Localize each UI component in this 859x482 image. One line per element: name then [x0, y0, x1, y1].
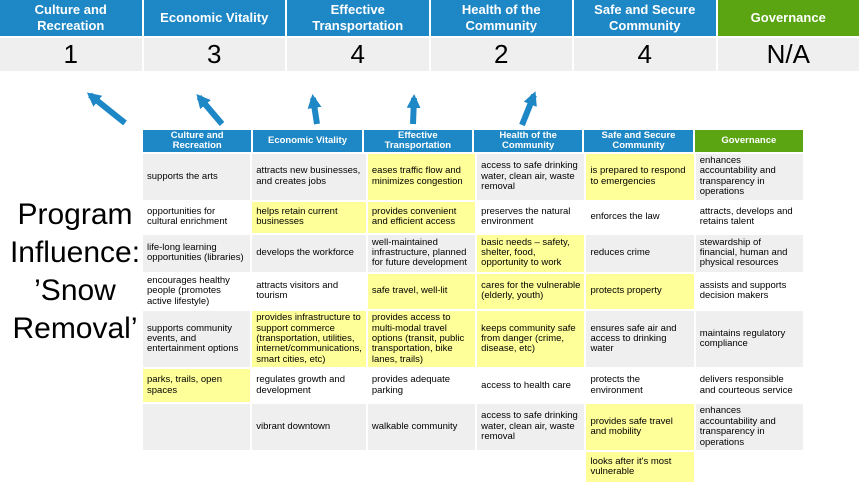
matrix-column-header: Safe and Secure Community	[584, 130, 692, 152]
influence-matrix	[143, 130, 803, 482]
matrix-header-row	[143, 130, 803, 152]
arrow-up-icon	[90, 95, 125, 123]
matrix-column-header: Culture and Recreation	[143, 130, 251, 152]
matrix-column-header: Health of the Community	[474, 130, 582, 152]
matrix-cell: attracts visitors and tourism	[252, 274, 366, 309]
matrix-cell: encourages healthy people (promotes active lifestyle)	[143, 274, 250, 309]
matrix-cell: basic needs – safety, shelter, food, opportunity to work	[477, 235, 584, 272]
score-banner	[0, 0, 859, 71]
banner-header-governance: Governance	[718, 0, 859, 36]
program-influence-title: Program Influence: ’Snow Removal’	[0, 196, 150, 348]
matrix-cell: delivers responsible and courteous service	[696, 369, 803, 402]
matrix-cell: attracts new businesses, and creates jobs	[252, 154, 366, 200]
matrix-cell: supports community events, and entertainment options	[143, 311, 250, 367]
matrix-cell: provides infrastructure to support commerce (transportation, utilities, internet/communications, smart cities, etc)	[252, 311, 366, 367]
matrix-cell: assists and supports decision makers	[696, 274, 803, 309]
matrix-cell: walkable community	[368, 404, 475, 450]
matrix-cell: provides convenient and efficient access	[368, 202, 475, 233]
banner-header-effective-transportation: Effective Transportation	[287, 0, 429, 36]
matrix-cell: safe travel, well-lit	[368, 274, 475, 309]
matrix-cell: helps retain current businesses	[252, 202, 366, 233]
score-health-community: 2	[431, 38, 573, 71]
banner-header-culture-recreation: Culture and Recreation	[0, 0, 142, 36]
matrix-cell	[252, 452, 366, 482]
matrix-cell: keeps community safe from danger (crime, disease, etc)	[477, 311, 584, 367]
score-economic-vitality: 3	[144, 38, 286, 71]
matrix-cell: vibrant downtown	[252, 404, 366, 450]
matrix-body	[143, 154, 803, 482]
banner-header-economic-vitality: Economic Vitality	[144, 0, 286, 36]
matrix-cell: regulates growth and development	[252, 369, 366, 402]
arrow-up-icon	[313, 98, 317, 124]
matrix-cell: access to safe drinking water, clean air, waste removal	[477, 154, 584, 200]
matrix-cell: enforces the law	[586, 202, 693, 233]
matrix-cell	[368, 452, 475, 482]
matrix-cell	[143, 404, 250, 450]
score-culture-recreation: 1	[0, 38, 142, 71]
banner-header-safe-secure-community: Safe and Secure Community	[574, 0, 716, 36]
matrix-cell: stewardship of financial, human and physical resources	[696, 235, 803, 272]
matrix-cell: preserves the natural environment	[477, 202, 584, 233]
matrix-column-header: Economic Vitality	[253, 130, 361, 152]
matrix-cell: enhances accountability and transparency in operations	[696, 404, 803, 450]
matrix-cell: enhances accountability and transparency in operations	[696, 154, 803, 200]
score-safe-secure-community: 4	[574, 38, 716, 71]
score-governance: N/A	[718, 38, 859, 71]
matrix-cell: cares for the vulnerable (elderly, youth)	[477, 274, 584, 309]
matrix-cell: reduces crime	[586, 235, 693, 272]
matrix-column-header: Effective Transportation	[364, 130, 472, 152]
matrix-cell: parks, trails, open spaces	[143, 369, 250, 402]
matrix-cell: life-long learning opportunities (libraries)	[143, 235, 250, 272]
matrix-cell: develops the workforce	[252, 235, 366, 272]
matrix-cell: looks after it's most vulnerable	[586, 452, 693, 482]
matrix-cell	[696, 452, 803, 482]
matrix-cell: access to safe drinking water, clean air, waste removal	[477, 404, 584, 450]
matrix-cell: supports the arts	[143, 154, 250, 200]
matrix-cell	[143, 452, 250, 482]
matrix-cell: access to health care	[477, 369, 584, 402]
matrix-cell: opportunities for cultural enrichment	[143, 202, 250, 233]
matrix-cell: well-maintained infrastructure, planned for future development	[368, 235, 475, 272]
matrix-cell: protects property	[586, 274, 693, 309]
matrix-cell: attracts, develops and retains talent	[696, 202, 803, 233]
banner-header-health-community: Health of the Community	[431, 0, 573, 36]
arrow-up-icon	[413, 98, 414, 124]
matrix-cell: maintains regulatory compliance	[696, 311, 803, 367]
arrow-up-icon	[522, 95, 534, 125]
matrix-cell: ensures safe air and access to drinking water	[586, 311, 693, 367]
arrow-up-icon	[199, 97, 222, 124]
matrix-column-header: Governance	[695, 130, 803, 152]
matrix-cell: is prepared to respond to emergencies	[586, 154, 693, 200]
matrix-cell: provides adequate parking	[368, 369, 475, 402]
matrix-cell: eases traffic flow and minimizes congestion	[368, 154, 475, 200]
matrix-cell	[477, 452, 584, 482]
matrix-cell: provides safe travel and mobility	[586, 404, 693, 450]
score-effective-transportation: 4	[287, 38, 429, 71]
matrix-cell: provides access to multi-modal travel options (transit, public transportation, bike lanes, trails)	[368, 311, 475, 367]
matrix-cell: protects the environment	[586, 369, 693, 402]
